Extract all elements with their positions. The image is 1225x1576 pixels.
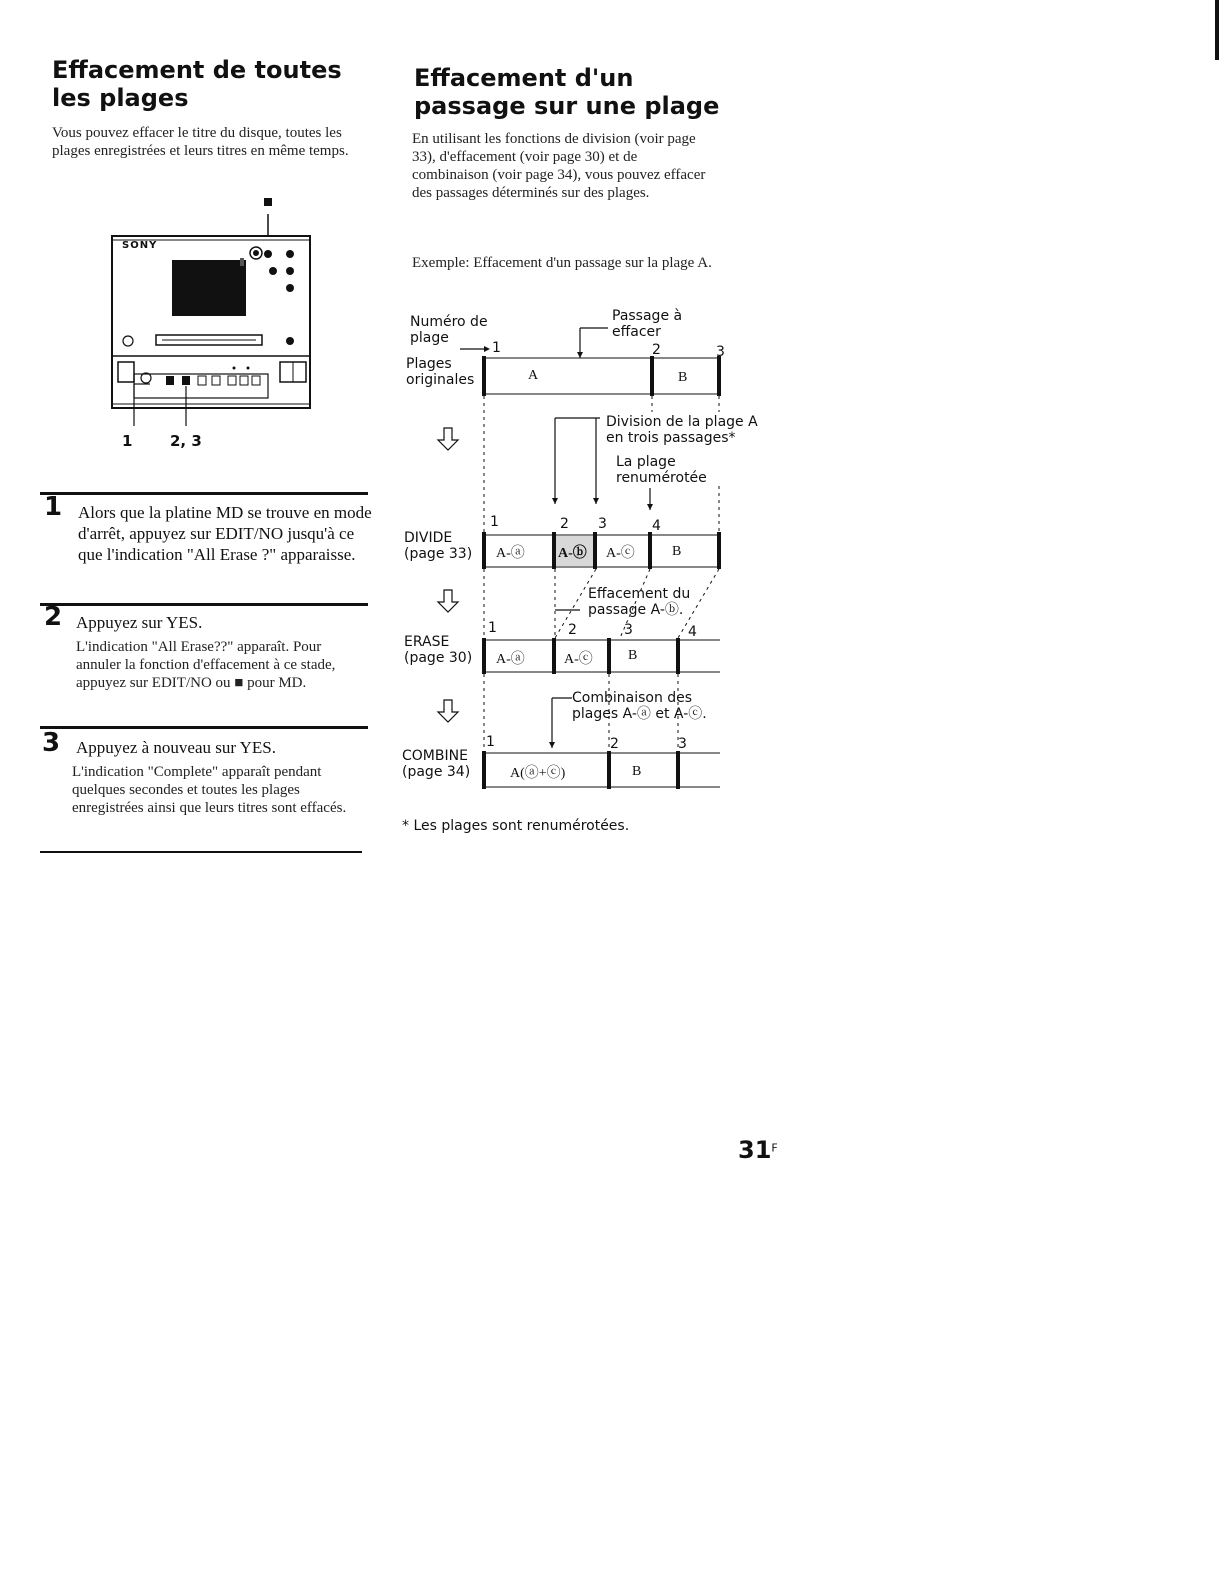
page-number-value: 31 [738, 1136, 772, 1164]
row3-cell: B [628, 648, 638, 663]
label-plages-originales: Plages originales [406, 356, 475, 388]
step-2-text: Appuyez sur YES. [76, 613, 203, 632]
step-number-2: 2 [44, 602, 63, 632]
row4-cell: B [632, 764, 642, 779]
label-numero-de-plage: Numéro de plage [410, 314, 488, 346]
step-1-text: Alors que la platine MD se trouve en mode d'arrêt, appuyez sur EDIT/NO jusqu'à ce que l'indication "All Erase ?" apparaisse. [78, 503, 372, 564]
row2-num: 2 [560, 516, 569, 532]
row3-cell: A-ⓒ [564, 652, 593, 667]
page-number [738, 1136, 778, 1164]
row2-cell: B [672, 544, 682, 559]
label-divide: DIVIDE [404, 530, 453, 546]
section-title-erase-passage: Effacement d'un passage sur une plage [414, 64, 720, 120]
row3-cell: A-ⓐ [496, 652, 525, 667]
step-number-3: 3 [42, 728, 61, 758]
footnote: * Les plages sont renumérotées. [402, 818, 630, 834]
row3-num: 4 [688, 624, 697, 640]
row2-num: 3 [598, 516, 607, 532]
section-title-erase-all: Effacement de toutes les plages [52, 56, 342, 112]
row3-num: 2 [568, 622, 577, 638]
passage-erase-diagram [400, 300, 770, 800]
intro-erase-passage: En utilisant les fonctions de division (voir page 33), d'effacement (voir page 30) et de combinaison (voir page 34), vous pouvez effacer des passages déterminés sur des plages. [412, 131, 706, 201]
section-end-rule [40, 851, 362, 853]
label-division: Division de la plage A en trois passages* [606, 414, 758, 446]
row2-cell: A-ⓒ [606, 546, 635, 561]
row2-num: 4 [652, 518, 661, 534]
label-combine-page: (page 34) [402, 764, 471, 780]
label-erase: ERASE [404, 634, 450, 650]
step-3-detail: L'indication "Complete" apparaît pendant quelques secondes et toutes les plages enregistrées ainsi que leurs titres sont effacés. [72, 764, 347, 816]
row2-cell-highlight: A-ⓑ [558, 546, 587, 561]
label-combine: COMBINE [402, 748, 468, 764]
label-combinaison: Combinaison des plages A-ⓐ et A-ⓒ. [572, 690, 707, 722]
label-divide-page: (page 33) [404, 546, 473, 562]
step-rule-3 [40, 726, 368, 729]
row3-num: 1 [488, 620, 497, 636]
row2-cell: A-ⓐ [496, 546, 525, 561]
row4-num: 2 [610, 736, 619, 752]
page-number-suffix: F [771, 1141, 778, 1155]
row1-cell-b: B [678, 370, 688, 385]
row4-num: 3 [678, 736, 687, 752]
row1-num: 2 [652, 342, 661, 358]
row1-cell-a: A [528, 368, 539, 383]
step-rule-1 [40, 492, 368, 495]
page-edge-mark [1215, 0, 1219, 60]
step-number-1: 1 [44, 492, 63, 522]
md-deck-illustration [110, 196, 325, 466]
callout-2-3: 2, 3 [170, 432, 202, 450]
md-deck-drawing [110, 196, 325, 466]
label-passage-a-effacer: Passage à effacer [612, 308, 683, 340]
step-3-text: Appuyez à nouveau sur YES. [76, 738, 277, 757]
example-text: Exemple: Effacement d'un passage sur la plage A. [412, 255, 712, 271]
row3-num: 3 [624, 622, 633, 638]
label-erase-page: (page 30) [404, 650, 473, 666]
step-rule-2 [40, 603, 368, 606]
row4-cell: A(ⓐ+ⓒ) [510, 766, 566, 781]
row2-num: 1 [490, 514, 499, 530]
step-2-detail: L'indication "All Erase??" apparaît. Pour annuler la fonction d'effacement à ce stade, appuyez sur EDIT/NO ou ■ pour MD. [76, 639, 336, 691]
row4-num: 1 [486, 734, 495, 750]
row1-num: 1 [492, 340, 501, 356]
row1-num: 3 [716, 344, 725, 360]
sony-logo: SONY [122, 240, 158, 251]
callout-1: 1 [122, 432, 133, 450]
label-renumerotee: La plage renumérotée [616, 454, 707, 486]
label-effacement: Effacement du passage A-ⓑ. [588, 586, 691, 618]
intro-erase-all: Vous pouvez effacer le titre du disque, toutes les plages enregistrées et leurs titres en même temps. [52, 125, 349, 159]
